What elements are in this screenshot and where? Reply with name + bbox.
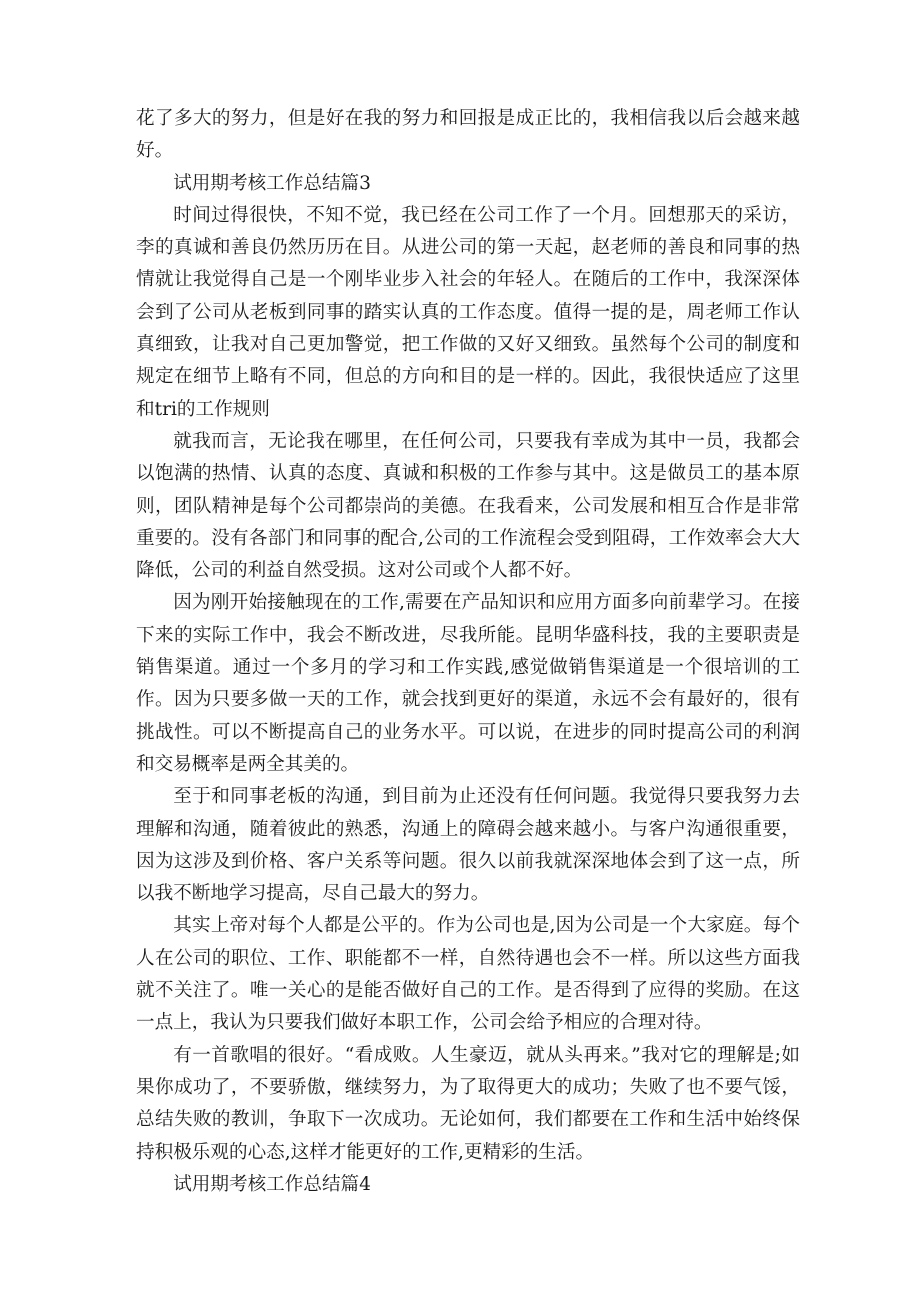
section-heading-3: 试用期考核工作总结篇3 <box>173 172 371 194</box>
document-body <box>136 103 800 1201</box>
paragraph-continuation: 花了多大的努力，但是好在我的努力和回报是成正比的，我相信我以后会越来越好。 <box>136 108 800 162</box>
paragraph: 时间过得很快，不知不觉，我已经在公司工作了一个月。回想那天的采访，李的真诚和善良仍然历历在目。从进公司的第一天起，赵老师的善良和同事的热情就让我觉得自己是一个刚毕业步入社会的年轻人。在随后的工作中，我深深体会到了公司从老板到同事的踏实认真的工作态度。值得一提的是，周老师工作认真细致，让我对自己更加警觉，把工作做的又好又细致。虽然每个公司的制度和规定在细节上略有不同，但总的方向和目的是一样的。因此，我很快适应了这里和tri的工作规则 <box>136 204 800 420</box>
paragraph: 其实上帝对每个人都是公平的。作为公司也是,因为公司是一个大家庭。每个人在公司的职位、工作、职能都不一样，自然待遇也会不一样。所以这些方面我就不关注了。唯一关心的是能否做好自己的工作。是否得到了应得的奖励。在这一点上，我认为只要我们做好本职工作，公司会给予相应的合理对待。 <box>136 915 800 1034</box>
paragraph: 有一首歌唱的很好。“看成败。人生豪迈，就从头再来。”我对它的理解是;如果你成功了，不要骄傲，继续努力，为了取得更大的成功；失败了也不要气馁，总结失败的教训，争取下一次成功。无论如何，我们都要在工作和生活中始终保持积极乐观的心态,这样才能更好的工作,更精彩的生活。 <box>136 1044 800 1163</box>
paragraph: 因为刚开始接触现在的工作,需要在产品知识和应用方面多向前辈学习。在接下来的实际工作中，我会不断改进，尽我所能。昆明华盛科技，我的主要职责是销售渠道。通过一个多月的学习和工作实践,感觉做销售渠道是一个很培训的工作。因为只要多做一天的工作，就会找到更好的渠道，永远不会有最好的，很有挑战性。可以不断提高自己的业务水平。可以说，在进步的同时提高公司的利润和交易概率是两全其美的。 <box>136 592 800 775</box>
paragraph: 就我而言，无论我在哪里，在任何公司，只要我有幸成为其中一员，我都会以饱满的热情、认真的态度、真诚和积极的工作参与其中。这是做员工的基本原则，团队精神是每个公司都崇尚的美德。在我看来，公司发展和相互合作是非常重要的。没有各部门和同事的配合,公司的工作流程会受到阻碍，工作效率会大大降低，公司的利益自然受损。这对公司或个人都不好。 <box>136 430 800 582</box>
paragraph: 至于和同事老板的沟通，到目前为止还没有任何问题。我觉得只要我努力去理解和沟通，随着彼此的熟悉，沟通上的障碍会越来越小。与客户沟通很重要，因为这涉及到价格、客户关系等问题。很久以前我就深深地体会到了这一点，所以我不断地学习提高，尽自己最大的努力。 <box>136 786 800 905</box>
section-heading-4: 试用期考核工作总结篇4 <box>173 1173 371 1195</box>
